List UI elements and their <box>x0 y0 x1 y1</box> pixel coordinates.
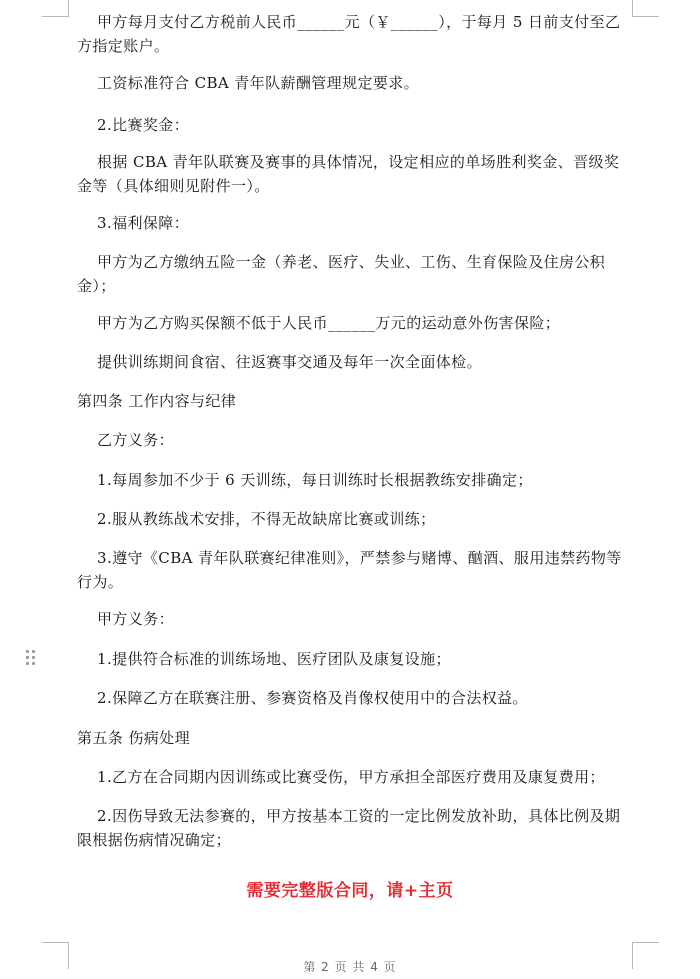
heading-welfare: 3.福利保障： <box>97 214 190 232</box>
paragraph-accident-insurance: 甲方为乙方购买保额不低于人民币______万元的运动意外伤害保险； <box>97 314 561 332</box>
list-item-facilities: 1.提供符合标准的训练场地、医疗团队及康复设施； <box>97 650 451 668</box>
list-item-injury-costs: 1.乙方在合同期内因训练或比赛受伤，甲方承担全部医疗费用及康复费用； <box>97 768 605 786</box>
heading-bonus: 2.比赛奖金： <box>97 116 190 134</box>
contract-notice: 需要完整版合同，请+主页 <box>246 881 454 901</box>
paragraph-accommodation: 提供训练期间食宿、往返赛事交通及每年一次全面体检。 <box>97 353 483 371</box>
article-four-title: 第四条 工作内容与纪律 <box>77 392 237 410</box>
paragraph-salary-standard: 工资标准符合 CBA 青年队薪酬管理规定要求。 <box>97 74 420 92</box>
list-item-injury-subsidy: 2.因伤导致无法参赛的，甲方按基本工资的一定比例发放补助，具体比例及期限根据伤病情况确定； <box>77 807 621 849</box>
paragraph-bonus: 根据 CBA 青年队联赛及赛事的具体情况，设定相应的单场胜利奖金、晋级奖金等（具体细则见附件一）。 <box>77 153 620 195</box>
paragraph-insurance: 甲方为乙方缴纳五险一金（养老、医疗、失业、工伤、生育保险及住房公积金）； <box>77 253 606 295</box>
article-five-title: 第五条 伤病处理 <box>77 729 190 747</box>
page-corner-top-right <box>632 0 659 17</box>
page-number: 第 2 页 共 4 页 <box>303 960 397 974</box>
list-item-rights: 2.保障乙方在联赛注册、参赛资格及肖像权使用中的合法权益。 <box>97 689 528 707</box>
heading-party-a-duties: 甲方义务： <box>97 610 175 628</box>
list-item-obey-coach: 2.服从教练战术安排，不得无故缺席比赛或训练； <box>97 510 436 528</box>
drag-handle-icon[interactable] <box>26 650 36 666</box>
paragraph-salary: 甲方每月支付乙方税前人民币______元（￥______），于每月 5 日前支付至乙方指定账户。 <box>77 13 621 55</box>
page-corner-top-left <box>42 0 69 17</box>
list-item-training: 1.每周参加不少于 6 天训练，每日训练时长根据教练安排确定； <box>97 471 533 489</box>
heading-party-b-duties: 乙方义务： <box>97 431 175 449</box>
list-item-discipline: 3.遵守《CBA 青年队联赛纪律准则》，严禁参与赌博、酗酒、服用违禁药物等行为。 <box>77 549 622 591</box>
